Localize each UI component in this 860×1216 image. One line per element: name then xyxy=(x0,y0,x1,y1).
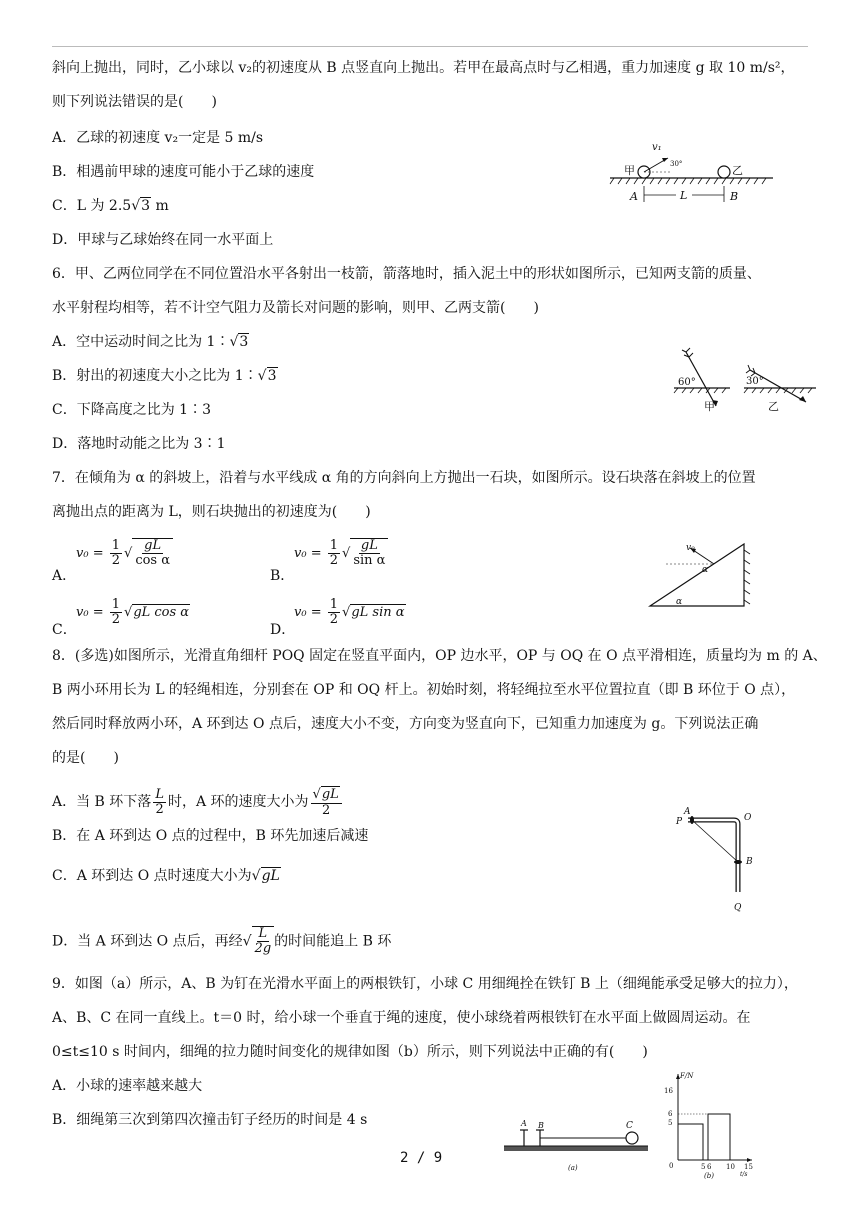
q5-fig-b: B xyxy=(730,190,739,203)
q9-fig-b-origin: 0 xyxy=(669,1162,674,1170)
q8-fig-q: Q xyxy=(734,903,742,913)
q6-fig-angle2: 30° xyxy=(746,376,764,387)
q9-fig-a-nail-b: B xyxy=(538,1121,544,1130)
q9-figure-b xyxy=(652,1068,756,1180)
q7-option-b-formula: v₀ = $\frac{1}{2}$ √ $\frac{gL}{\text{sin α}}$ xyxy=(294,538,388,568)
q5-figure xyxy=(608,136,778,208)
q7-option-a-label: A． xyxy=(52,568,77,584)
q5-fig-l: L xyxy=(680,189,688,202)
q5-fig-jia: 甲 xyxy=(624,164,635,177)
q7-fig-alpha2: α xyxy=(676,597,683,607)
q5-fig-v1: v₁ xyxy=(652,142,662,153)
q9-fig-a-caption: (a) xyxy=(568,1164,578,1172)
q8-stem-line1: 8．(多选)如图所示，光滑直角细杆 POQ 固定在竖直平面内，OP 边水平，OP 与 OQ 在 O 点平滑相连，质量均为 m 的 A、 xyxy=(52,648,827,664)
q7-option-c-label: C． xyxy=(52,622,77,638)
q5-fig-angle: 30° xyxy=(670,160,683,168)
q5-option-b: B．相遇前甲球的速度可能小于乙球的速度 xyxy=(52,164,315,180)
q9-option-b: B．细绳第三次到第四次撞击钉子经历的时间是 4 s xyxy=(52,1112,368,1128)
q8-option-c: C．A 环到达 O 点时速度大小为√gL xyxy=(52,868,280,884)
q5-stem-line1: 斜向上抛出，同时，乙小球以 v₂的初速度从 B 点竖直向上抛出。若甲在最高点时与乙相遇，重力加速度 g 取 10 m/s²， xyxy=(52,60,795,76)
q9-fig-b-y5: 5 xyxy=(668,1119,673,1127)
q5-fig-yi: 乙 xyxy=(732,164,743,177)
q9-option-a: A．小球的速率越来越大 xyxy=(52,1078,203,1094)
q6-option-a: A．空中运动时间之比为 1∶√3 xyxy=(52,334,249,350)
q6-fig-yi: 乙 xyxy=(768,400,779,413)
q6-fig-jia: 甲 xyxy=(704,400,715,413)
q8-figure xyxy=(672,806,772,918)
q9-fig-a-nail-a: A xyxy=(521,1119,527,1128)
q9-stem-line2: A、B、C 在同一直线上。t＝0 时，给小球一个垂直于绳的速度，使小球绕着两根铁钉在水平面上做圆周运动。在 xyxy=(52,1010,751,1026)
q7-option-d-formula: v₀ = $\frac{1}{2}$ √gL sin α xyxy=(294,597,405,627)
q9-fig-b-xlabel: t/s xyxy=(740,1171,748,1178)
q8-stem-line4: 的是( ) xyxy=(52,750,119,766)
q8-fig-a: A xyxy=(684,807,691,817)
q9-fig-b-x15: 15 xyxy=(744,1163,753,1171)
q5-option-a: A．乙球的初速度 v₂一定是 5 m/s xyxy=(52,130,264,146)
q9-fig-b-x10: 10 xyxy=(726,1163,735,1171)
q9-fig-b-y6: 6 xyxy=(668,1110,673,1118)
q6-option-d: D．落地时动能之比为 3∶1 xyxy=(52,436,226,452)
q6-stem-line1: 6．甲、乙两位同学在不同位置沿水平各射出一枝箭，箭落地时，插入泥土中的形状如图所示，已知两支箭的质量、 xyxy=(52,266,761,282)
q8-stem-line2: B 两小环用长为 L 的轻绳相连，分别套在 OP 和 OQ 杆上。初始时刻，将轻绳拉至水平位置拉直（即 B 环位于 O 点）， xyxy=(52,682,796,698)
q6-option-c: C．下降高度之比为 1∶3 xyxy=(52,402,211,418)
q7-figure xyxy=(646,540,762,612)
q9-fig-b-caption: (b) xyxy=(704,1172,714,1180)
q8-option-d: D．当 A 环到达 O 点后，再经√ $\frac{L}{2g}$ 的时间能追上 B 环 xyxy=(52,926,392,956)
q6-option-b: B．射出的初速度大小之比为 1∶√3 xyxy=(52,368,277,384)
q9-stem-line1: 9．如图（a）所示，A、B 为钉在光滑水平面上的两根铁钉，小球 C 用细绳拴在铁钉 B 上（细绳能承受足够大的拉力）， xyxy=(52,976,798,992)
q9-figure-a xyxy=(502,1112,652,1176)
q9-fig-b-ylabel: F/N xyxy=(680,1072,694,1080)
q7-option-a-formula: v₀ = $\frac{1}{2}$ √ $\frac{gL}{\text{cos α}}$ xyxy=(76,538,173,568)
page-number: 2 / 9 xyxy=(400,1150,443,1166)
q7-fig-alpha1: α xyxy=(702,565,709,575)
q6-stem-line2: 水平射程均相等，若不计空气阻力及箭长对问题的影响，则甲、乙两支箭( ) xyxy=(52,300,539,316)
q9-fig-b-y16: 16 xyxy=(664,1087,673,1095)
q8-option-b: B．在 A 环到达 O 点的过程中，B 环先加速后减速 xyxy=(52,828,369,844)
q9-stem-line3: 0≤t≤10 s 时间内，细绳的拉力随时间变化的规律如图（b）所示，则下列说法中正确的有( ) xyxy=(52,1044,648,1060)
q8-option-a: A．当 B 环下落 $\frac{L}{2}$ 时，A 环的速度大小为 $\frac{√gL}{2}$ xyxy=(52,786,344,818)
q7-stem-line2: 离抛出点的距离为 L，则石块抛出的初速度为( ) xyxy=(52,504,371,520)
q7-fig-v0: v₀ xyxy=(686,543,695,553)
q8-fig-b: B xyxy=(746,857,753,867)
q8-stem-line3: 然后同时释放两小环，A 环到达 O 点后，速度大小不变，方向变为竖直向下，已知重力加速度为 g。下列说法正确 xyxy=(52,716,759,732)
q6-fig-angle1: 60° xyxy=(678,377,696,388)
q7-option-b-label: B． xyxy=(270,568,295,584)
q9-fig-b-x5: 5 xyxy=(701,1163,706,1171)
header-rule xyxy=(52,46,808,47)
q9-fig-b-x6: 6 xyxy=(707,1163,712,1171)
q5-option-d: D．甲球与乙球始终在同一水平面上 xyxy=(52,232,274,248)
q5-option-c: C．L 为 2.5√3 m xyxy=(52,198,169,214)
q6-figure xyxy=(670,346,820,416)
q7-option-c-formula: v₀ = $\frac{1}{2}$ √gL cos α xyxy=(76,597,190,627)
q5-stem-line2: 则下列说法错误的是( ) xyxy=(52,94,217,110)
q9-fig-a-ball-c: C xyxy=(626,1121,633,1131)
q7-stem-line1: 7．在倾角为 α 的斜坡上，沿着与水平线成 α 角的方向斜向上方抛出一石块，如图所示。设石块落在斜坡上的位置 xyxy=(52,470,756,486)
q7-option-d-label: D． xyxy=(270,622,296,638)
q8-fig-o: O xyxy=(744,813,752,823)
q8-fig-p: P xyxy=(676,817,683,827)
q5-fig-a: A xyxy=(630,190,638,203)
